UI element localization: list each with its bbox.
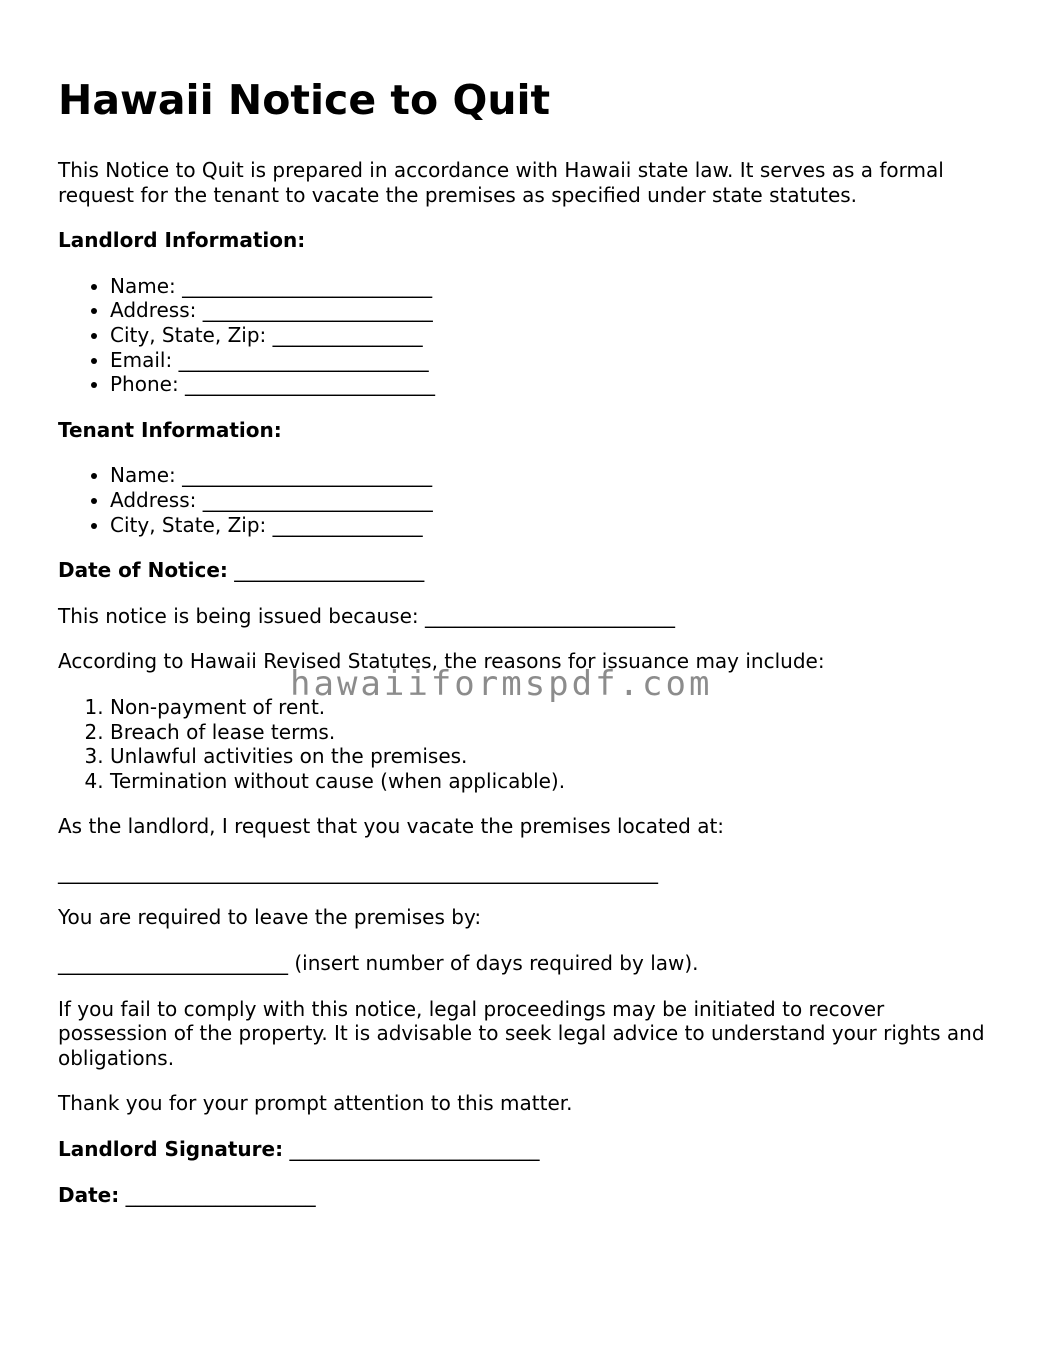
intro-paragraph: This Notice to Quit is prepared in accordance with Hawaii state law. It serves as a formal request for the tenant to vacate the premises as specified under state statutes. bbox=[58, 158, 944, 207]
landlord-phone-field: • Phone: _________________________ bbox=[110, 372, 998, 397]
landlord-heading: Landlord Information: bbox=[58, 228, 306, 253]
reason-line: This notice is being issued because: _________________________ bbox=[58, 603, 675, 628]
landlord-name-field: • Name: _________________________ bbox=[110, 274, 998, 299]
reasons-list bbox=[58, 695, 998, 793]
watermark: hawaiiformspdf.com bbox=[290, 664, 713, 704]
date-of-notice-blank: ___________________ bbox=[234, 558, 425, 583]
tenant-name-field: • Name: _________________________ bbox=[110, 463, 998, 488]
statutes-intro: According to Hawaii Revised Statutes, the reasons for issuance may include: bbox=[58, 649, 825, 674]
page-title: Hawaii Notice to Quit bbox=[58, 76, 551, 124]
landlord-city-field: • City, State, Zip: _______________ bbox=[110, 323, 998, 348]
tenant-address-field: • Address: _______________________ bbox=[110, 488, 998, 513]
landlord-signature bbox=[58, 1137, 998, 1162]
signature-date-label: Date: bbox=[58, 1182, 120, 1207]
date-of-notice-label: Date of Notice: bbox=[58, 558, 228, 583]
tenant-city-field: • City, State, Zip: _______________ bbox=[110, 513, 998, 538]
tenant-heading: Tenant Information: bbox=[58, 417, 282, 442]
reason-item: 4. Termination without cause (when applicable). bbox=[110, 769, 998, 794]
warning-paragraph: If you fail to comply with this notice, legal proceedings may be initiated to recover possession of the property. It is advisable to seek legal advice to understand your rights and obligations. bbox=[58, 996, 985, 1070]
days-line: _______________________ (insert number of days required by law). bbox=[58, 951, 699, 976]
premises-address-blank: ____________________________________________________________ bbox=[58, 859, 658, 884]
document-page bbox=[58, 76, 998, 1228]
date-of-notice bbox=[58, 558, 998, 583]
tenant-field-list bbox=[58, 463, 998, 537]
landlord-address-field: • Address: _______________________ bbox=[110, 298, 998, 323]
reason-item: 3. Unlawful activities on the premises. bbox=[110, 744, 998, 769]
reason-item: 1. Non-payment of rent. bbox=[110, 695, 998, 720]
leave-by: You are required to leave the premises by: bbox=[58, 905, 482, 930]
thanks-line: Thank you for your prompt attention to this matter. bbox=[58, 1091, 573, 1116]
vacate-request: As the landlord, I request that you vacate the premises located at: bbox=[58, 814, 725, 839]
signature-date-blank: ___________________ bbox=[125, 1182, 316, 1207]
signature-label: Landlord Signature: bbox=[58, 1137, 284, 1162]
signature-date bbox=[58, 1183, 998, 1208]
signature-blank: _________________________ bbox=[289, 1137, 540, 1162]
reason-item: 2. Breach of lease terms. bbox=[110, 720, 998, 745]
landlord-email-field: • Email: _________________________ bbox=[110, 348, 998, 373]
landlord-field-list bbox=[58, 274, 998, 397]
